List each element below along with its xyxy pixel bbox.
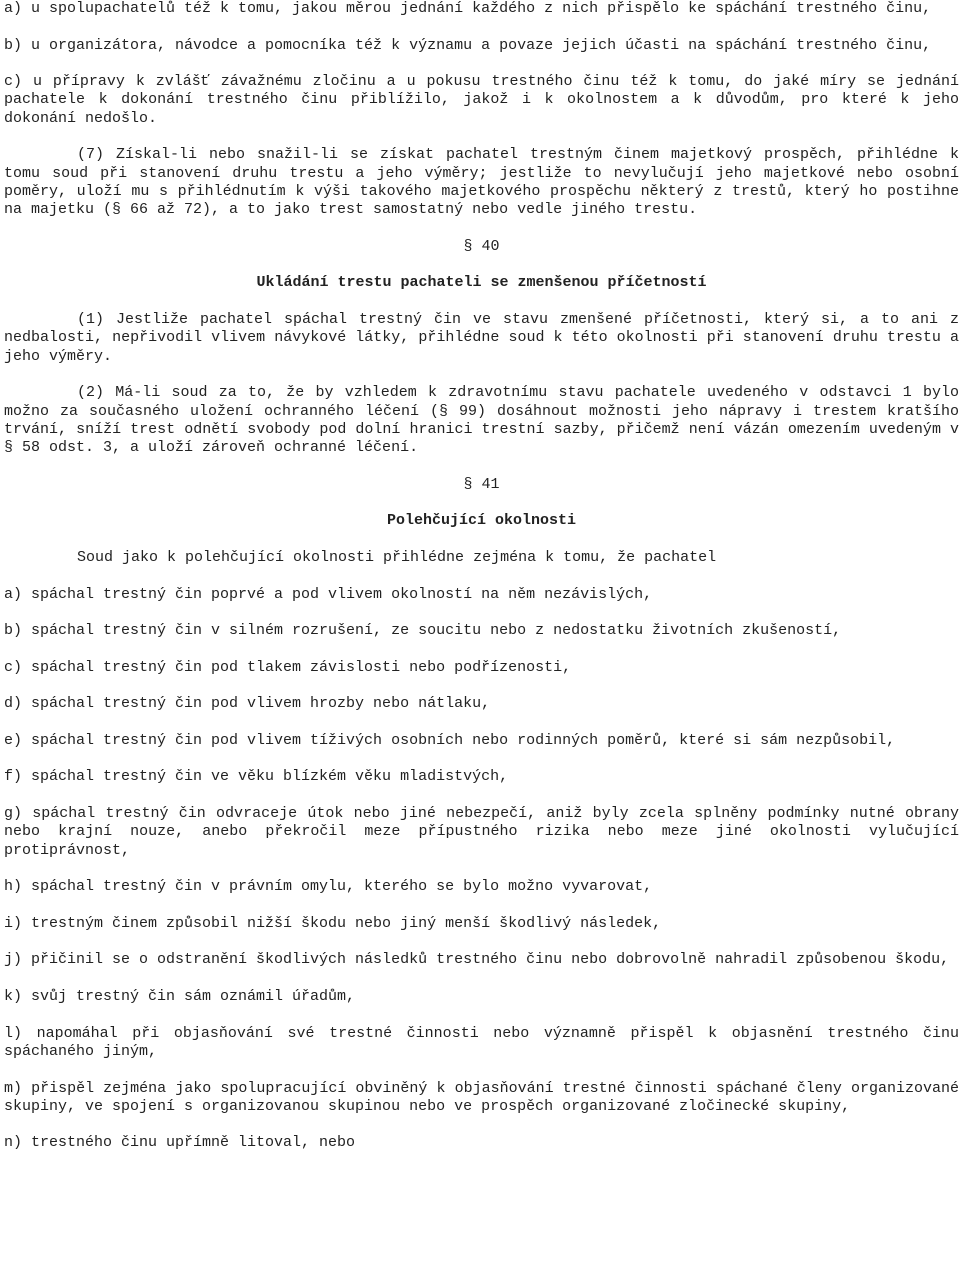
paragraph-intro: Soud jako k polehčující okolnosti přihlédne zejména k tomu, že pachatel [77, 548, 717, 566]
section-title: Polehčující okolnosti [386, 512, 577, 530]
section-title: Ukládání trestu pachateli se zmenšenou příčetností [256, 274, 707, 292]
list-item: f) spáchal trestný čin ve věku blízkém věku mladistvých, [4, 768, 509, 786]
paragraph: (1) Jestliže pachatel spáchal trestný čin ve stavu zmenšené příčetnosti, který si, a to ani z nedbalosti, nepřivodil vlivem návykové látky, přihlédne soud k této okolnosti při stanovení druhu trestu a jeho výměry. [4, 311, 959, 365]
list-item: b) u organizátora, návodce a pomocníka též k významu a povaze jejich účasti na spáchání trestného činu, [4, 36, 932, 54]
list-item: n) trestného činu upřímně litoval, nebo [4, 1134, 356, 1152]
list-item: a) spáchal trestný čin poprvé a pod vlivem okolností na něm nezávislých, [4, 585, 653, 603]
list-item: c) spáchal trestný čin pod tlakem závislosti nebo podřízenosti, [4, 658, 572, 676]
paragraph: (2) Má-li soud za to, že by vzhledem k zdravotnímu stavu pachatele uvedeného v odstavci 1 bylo možno za současného uložení ochranného léčení (§ 99) dosáhnout možnosti jeho nápravy i trestem kratšího trvání, sníží trest odnětí svobody pod dolní hranici trestní sazby, přičemž není vázán omezením uvedeným v § 58 odst. 3, a uloží zároveň ochranné léčení. [4, 384, 959, 457]
section-number: § 40 [463, 237, 500, 255]
paragraph: (7) Získal-li nebo snažil-li se získat pachatel trestným činem majetkový prospěch, přihlédne k tomu soud při stanovení druhu trestu a jeho výměry; jestliže to nevylučují jeho majetkové nebo osobní poměry, uloží mu s přihlédnutím k výši takového majetkového prospěchu některý z trestů, který ho postihne na majetku (§ 66 až 72), a to jako trest samostatný nebo vedle jiného trestu. [4, 146, 959, 219]
list-item: g) spáchal trestný čin odvraceje útok nebo jiné nebezpečí, aniž byly zcela splněny podmínky nutné obrany nebo krajní nouze, anebo překročil meze přípustného rizika nebo meze jiné okolnosti vylučující protiprávnost, [4, 805, 959, 859]
list-item: c) u přípravy k zvlášť závažnému zločinu a u pokusu trestného činu též k tomu, do jaké míry se jednání pachatele k dokonání trestného činu přiblížilo, jakož i k okolnostem a k důvodům, pro které k jeho dokonání nedošlo. [4, 73, 959, 127]
list-item: b) spáchal trestný čin v silném rozrušení, ze soucitu nebo z nedostatku životních zkušeností, [4, 622, 842, 640]
list-item: m) přispěl zejména jako spolupracující obviněný k objasňování trestné činnosti spáchané členy organizované skupiny, ve spojení s organizovanou skupinou nebo ve prospěch organizované zločinecké skupiny, [4, 1079, 959, 1115]
list-item: j) přičinil se o odstranění škodlivých následků trestného činu nebo dobrovolně nahradil způsobenou škodu, [4, 951, 950, 969]
document-page [4, 0, 959, 1153]
list-item: e) spáchal trestný čin pod vlivem tíživých osobních nebo rodinných poměrů, které si sám nezpůsobil, [4, 731, 896, 749]
list-item: k) svůj trestný čin sám oznámil úřadům, [4, 988, 356, 1006]
list-item: i) trestným činem způsobil nižší škodu nebo jiný menší škodlivý následek, [4, 914, 662, 932]
section-number: § 41 [463, 475, 500, 493]
list-item: d) spáchal trestný čin pod vlivem hrozby nebo nátlaku, [4, 695, 491, 713]
list-item: h) spáchal trestný čin v právním omylu, kterého se bylo možno vyvarovat, [4, 878, 653, 896]
list-item: l) napomáhal při objasňování své trestné činnosti nebo významně přispěl k objasnění trestného činu spáchaného jiným, [4, 1024, 959, 1060]
list-item: a) u spolupachatelů též k tomu, jakou měrou jednání každého z nich přispělo ke spáchání trestného činu, [4, 0, 932, 17]
